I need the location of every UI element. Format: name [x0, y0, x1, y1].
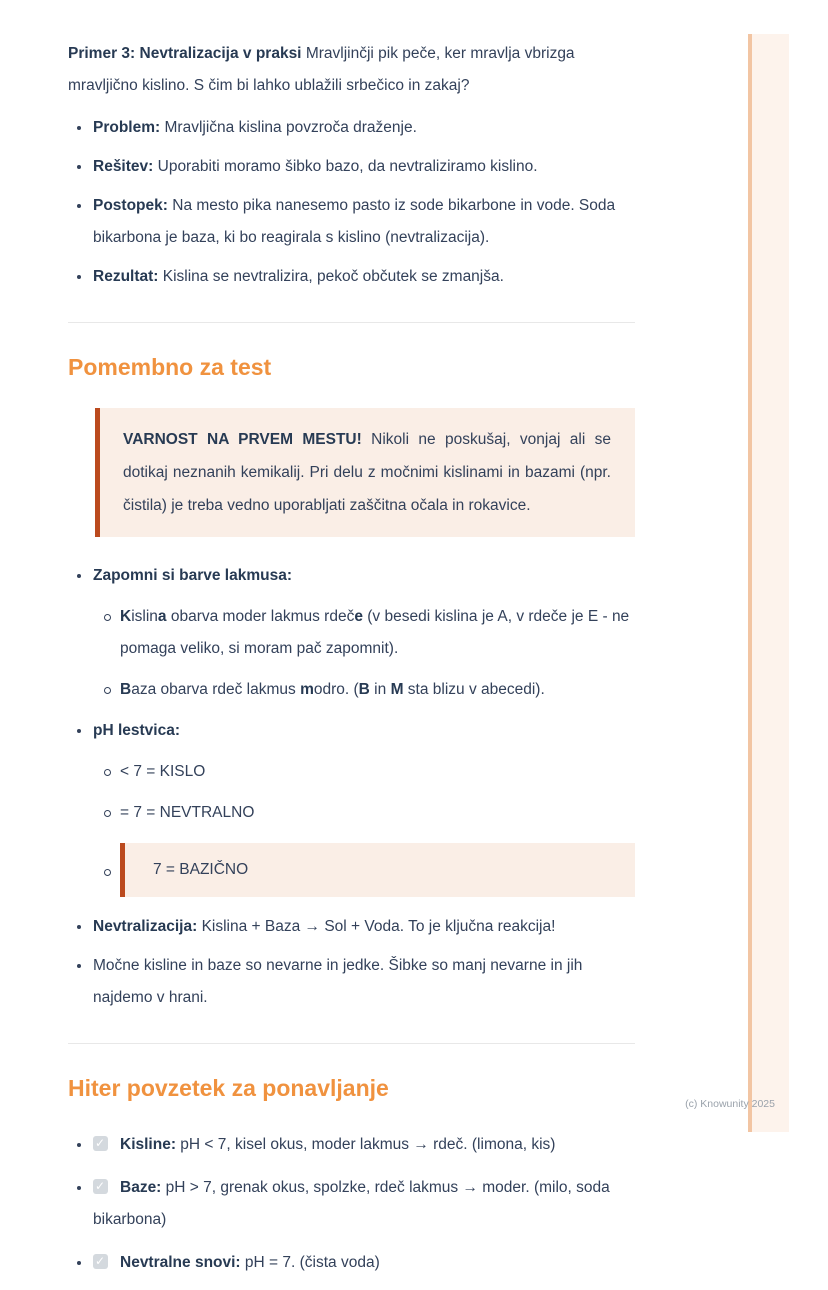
- item-text: pH = 7. (čista voda): [244, 1254, 380, 1271]
- warning-body: Nikoli ne poskušaj, vonjaj ali se dotikaj neznanih kemikalij. Pri delu z močnimi kislinami in bazami (npr. čistila) je treba vedno uporabljati zaščitna očala in rokavice.: [123, 431, 611, 514]
- item-label: Postopek:: [93, 197, 168, 214]
- important-list: [68, 560, 635, 1014]
- item-label: Nevtralizacija:: [93, 918, 198, 935]
- list-item-neutralization: [68, 911, 635, 943]
- item-label: Problem:: [93, 119, 161, 136]
- litmus-sublist: [93, 601, 635, 706]
- sublist-item: Kislina obarva moder lakmus rdeče (v besedi kislina je A, v rdeče je E - ne pomaga veliko, si moram pač zapomnit).: [93, 601, 635, 665]
- list-item-strong-weak: [68, 950, 635, 1014]
- item-label: Baze:: [120, 1179, 162, 1196]
- item-text: Kislina se nevtralizira, pekoč občutek se zmanjša.: [162, 268, 504, 285]
- list-item-ph-scale: [68, 715, 635, 897]
- checkmark-icon: ✓: [95, 1179, 106, 1193]
- checked-checkbox-icon: [93, 1254, 108, 1269]
- item-text: Mravljična kislina povzroča draženje.: [164, 119, 417, 136]
- section-heading-summary: Hiter povzetek za ponavljanje: [68, 1075, 389, 1101]
- item-label: pH lestvica:: [93, 722, 181, 739]
- checked-checkbox-icon: [93, 1136, 108, 1151]
- section-divider: [68, 322, 635, 323]
- sublist-item: < 7 = KISLO: [93, 756, 635, 788]
- item-label: Zapomni si barve lakmusa:: [93, 567, 292, 584]
- list-item: [68, 112, 635, 144]
- checked-checkbox-icon: [93, 1179, 108, 1194]
- item-text: Na mesto pika nanesemo pasto iz sode bikarbone in vode. Soda bikarbona je baza, ki bo reagirala s kislino (nevtralizacija).: [93, 197, 616, 246]
- section-heading-important: Pomembno za test: [68, 354, 272, 380]
- sublist-item: Baza obarva rdeč lakmus modro. (B in M sta blizu v abecedi).: [93, 674, 635, 706]
- intro-paragraph: [68, 38, 635, 102]
- item-label: Rešitev:: [93, 158, 154, 175]
- example-list: [68, 112, 635, 293]
- list-item: [68, 261, 635, 293]
- ph-sublist: [93, 756, 635, 897]
- item-label: Rezultat:: [93, 268, 159, 285]
- item-text: Uporabiti moramo šibko bazo, da nevtraliziramo kislino.: [157, 158, 538, 175]
- intro-lead-bold: Primer 3: Nevtralizacija v praksi: [68, 45, 302, 62]
- warning-title: VARNOST NA PRVEM MESTU!: [123, 431, 362, 448]
- checkmark-icon: ✓: [95, 1254, 106, 1268]
- item-text: pH < 7, kisel okus, moder lakmus → rdeč. (limona, kis): [180, 1136, 556, 1153]
- sublist-item-callout: [93, 843, 635, 897]
- checklist-item: [68, 1129, 635, 1161]
- item-text: Močne kisline in baze so nevarne in jedke. Šibke so manj nevarne in jih najdemo v hrani.: [93, 957, 583, 1006]
- checklist-item: [68, 1172, 635, 1236]
- checkmark-icon: ✓: [95, 1136, 106, 1150]
- ph-callout: [120, 843, 635, 897]
- section-divider: [68, 1043, 635, 1044]
- sublist-item: = 7 = NEVTRALNO: [93, 797, 635, 829]
- highlight-stripe: [748, 34, 789, 1132]
- copyright-notice: (c) Knowunity 2025: [685, 1098, 775, 1110]
- intro-lead-text: Mravljinčji pik peče, ker mravlja vbrizga mravljično kislino. S čim bi lahko ublažili srbečico in zakaj?: [68, 45, 575, 94]
- callout-text: 7 = BAZIČNO: [153, 861, 249, 878]
- list-item-litmus: [68, 560, 635, 706]
- item-label: Kisline:: [120, 1136, 176, 1153]
- item-text: pH > 7, grenak okus, spolzke, rdeč lakmus → moder. (milo, soda bikarbona): [93, 1179, 610, 1228]
- document-content: [68, 38, 635, 1290]
- list-item: [68, 190, 635, 254]
- summary-checklist: [68, 1129, 635, 1279]
- item-label: Nevtralne snovi:: [120, 1254, 241, 1271]
- checklist-item: [68, 1247, 635, 1279]
- list-item: [68, 151, 635, 183]
- item-text: Kislina + Baza → Sol + Voda. To je ključna reakcija!: [201, 918, 556, 935]
- warning-callout: [95, 408, 635, 537]
